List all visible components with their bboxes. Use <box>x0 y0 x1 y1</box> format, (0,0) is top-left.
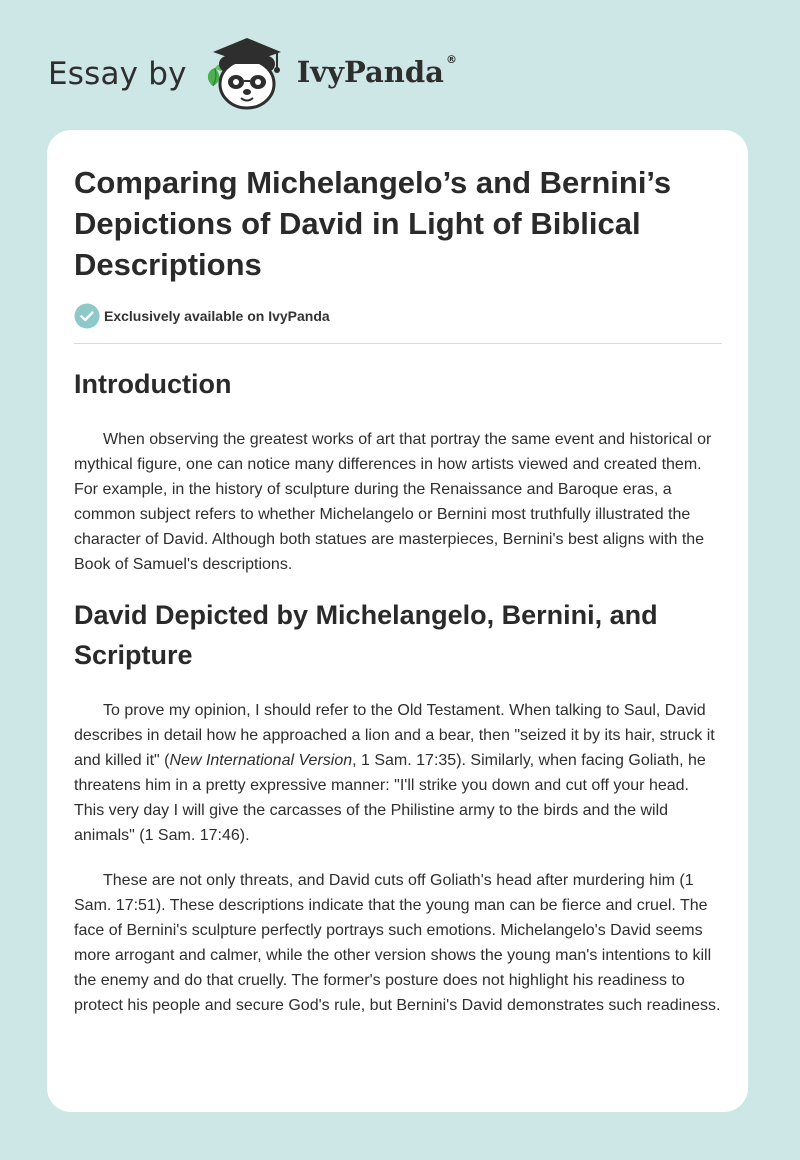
exclusive-badge <box>74 303 722 329</box>
paragraph-text: To prove my opinion, I should refer to the Old Testament. When talking to Saul, David describes in detail how he approached a lion and a bear, then "seized it by its hair, struck it and killed it" ( <box>74 702 715 769</box>
essay-title: Comparing Michelangelo’s and Bernini’s Depictions of David in Light of Biblical Descriptions <box>74 165 672 282</box>
section-heading-david-depicted: David Depicted by Michelangelo, Bernini, and Scripture <box>74 600 658 670</box>
body-paragraph-2: These are not only threats, and David cuts off Goliath's head after murdering him (1 Sam. 17:51). These descriptions indicate that the young man can be fierce and cruel. The face of Bernini's sculpture perfectly portrays such emotions. Michelangelo's David seems more arrogant and calmer, while the other version shows the young man's intentions to kill the enemy and do that cruelly. The former's posture does not highlight his readiness to protect his people and secure God's rule, but Bernini's David demonstrates such readiness. <box>74 872 721 1014</box>
body-paragraph-1 <box>74 698 722 848</box>
check-circle-icon <box>74 303 100 329</box>
registered-mark: ® <box>445 52 457 66</box>
title-divider <box>74 343 722 344</box>
brand-header <box>48 34 457 114</box>
essay-by-label: Essay by <box>48 56 187 92</box>
section-heading-introduction: Introduction <box>74 369 232 399</box>
paragraph-text: , 1 Sam. 17:35). Similarly, when facing Goliath, he threatens him in a pretty expressive manner: "I'll strike you down and cut off your head. This very day I will give the carcasses of the Philistine army to the birds and the wild animals" (1 Sam. 17:46). <box>74 752 706 844</box>
citation-title: New International Version <box>169 752 353 769</box>
essay-card <box>47 130 748 1112</box>
intro-paragraph: When observing the greatest works of art that portray the same event and historical or mythical figure, one can notice many differences in how artists viewed and created them. For example, in the history of sculpture during the Renaissance and Baroque eras, a common subject refers to whether Michelangelo or Bernini most truthfully illustrated the character of David. Although both statues are masterpieces, Bernini's best aligns with the Book of Samuel's descriptions. <box>74 431 712 573</box>
brand-name: IvyPanda <box>296 55 444 89</box>
exclusive-badge-label: Exclusively available on IvyPanda <box>104 308 330 324</box>
panda-logo-icon <box>203 34 291 114</box>
